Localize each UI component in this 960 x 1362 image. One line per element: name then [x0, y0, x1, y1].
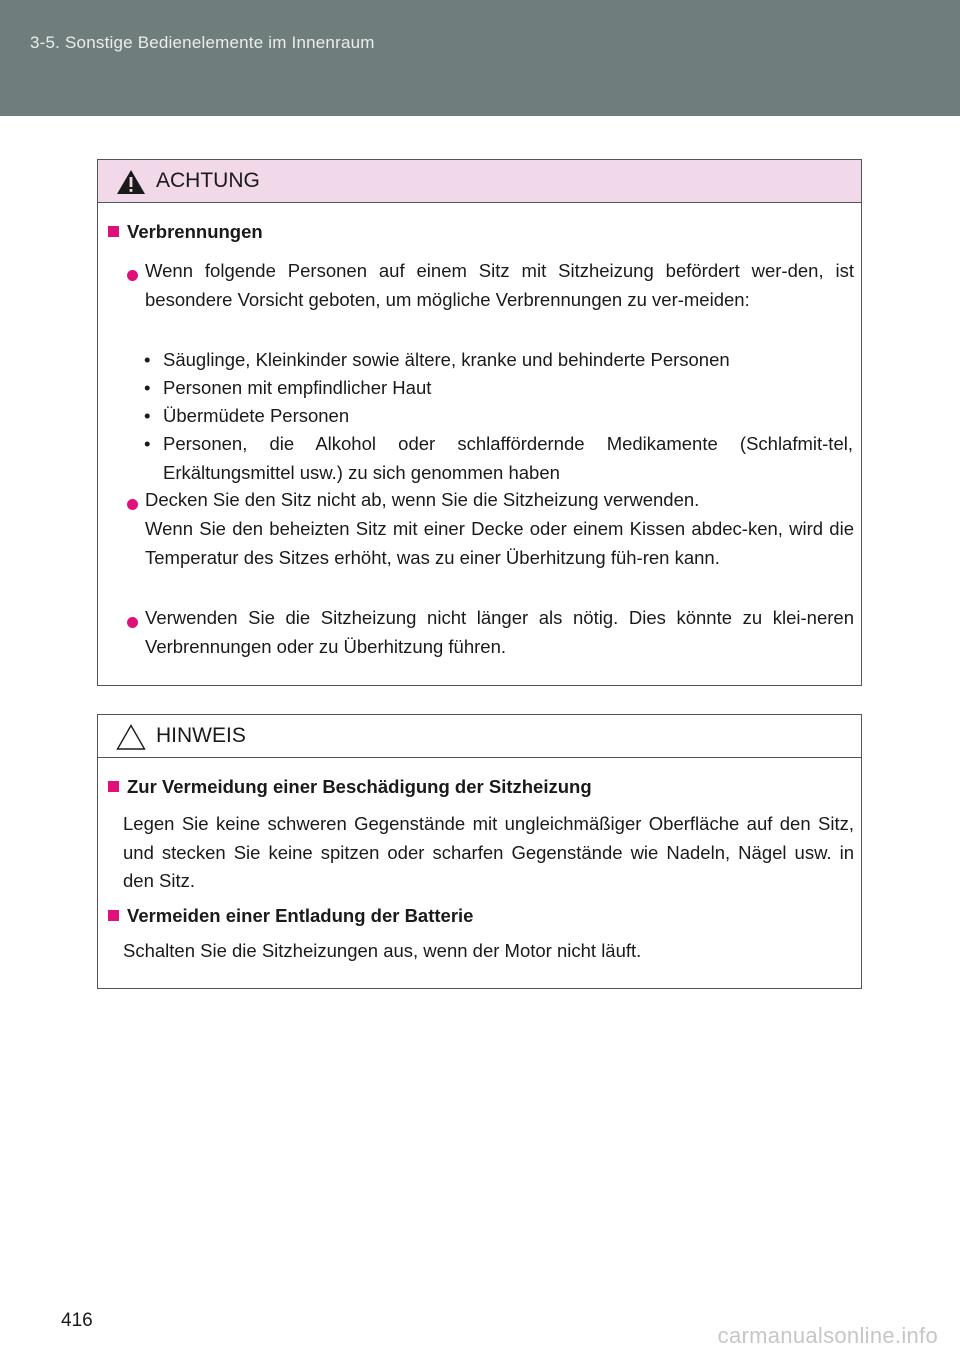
list-item: • [144, 349, 151, 370]
notice-header [98, 715, 861, 758]
section-title: 3-5. Sonstige Bedienelemente im Innenraum [30, 33, 375, 52]
list-item-text: Übermüdete Personen [163, 405, 350, 426]
list-item-text: Säuglinge, Kleinkinder sowie ältere, kranke und behinderte Personen [163, 349, 730, 370]
list-item-text: Personen mit empfindlicher Haut [163, 377, 432, 398]
warning-title: ACHTUNG [156, 169, 260, 192]
list-item: • [144, 405, 151, 426]
warning-triangle-outline-icon [116, 724, 146, 750]
square-bullet-icon [108, 910, 119, 921]
notice-paragraph: Schalten Sie die Sitzheizungen aus, wenn der Motor nicht läuft. [123, 940, 642, 961]
square-bullet-icon [108, 226, 119, 237]
section-heading: Zur Vermeidung einer Beschädigung der Sitzheizung [108, 776, 592, 798]
section-heading: Verbrennungen [108, 221, 263, 243]
round-bullet-icon [127, 617, 138, 628]
list-item: • [144, 377, 151, 398]
notice-title: HINWEIS [156, 724, 246, 747]
watermark: carmanualsonline.info [717, 1323, 938, 1348]
header-bar [0, 0, 960, 116]
round-bullet-icon [127, 270, 138, 281]
page-number: 416 [61, 1310, 93, 1331]
list-item-text: Personen, die Alkohol oder schlaffördernde Medikamente (Schlafmit-tel, Erkältungsmittel usw.) zu sich genommen haben [163, 433, 853, 483]
warning-box [97, 159, 862, 686]
round-bullet-icon [127, 499, 138, 510]
notice-paragraph: Legen Sie keine schweren Gegenstände mit ungleichmäßiger Oberfläche auf den Sitz, und stecken Sie keine spitzen oder scharfen Gegenstände wie Nadeln, Nägel usw. in den Sitz. [123, 813, 854, 891]
warning-paragraph: Wenn Sie den beheizten Sitz mit einer Decke oder einem Kissen abdec-ken, wird die Temperatur des Sitzes erhöht, was zu einer Überhitzung füh-ren kann. [145, 518, 854, 568]
notice-box [97, 714, 862, 989]
warning-paragraph: Verwenden Sie die Sitzheizung nicht länger als nötig. Dies könnte zu klei-neren Verbrennungen oder zu Überhitzung führen. [145, 607, 854, 657]
warning-triangle-icon [116, 169, 146, 195]
warning-paragraph: Wenn folgende Personen auf einem Sitz mit Sitzheizung befördert wer-den, ist besondere Vorsicht geboten, um mögliche Verbrennungen zu ver-meiden: [145, 260, 854, 310]
list-item: • [144, 433, 151, 454]
square-bullet-icon [108, 781, 119, 792]
warning-paragraph: Decken Sie den Sitz nicht ab, wenn Sie die Sitzheizung verwenden. [145, 489, 700, 510]
section-heading: Vermeiden einer Entladung der Batterie [108, 905, 473, 927]
warning-header [98, 160, 861, 203]
